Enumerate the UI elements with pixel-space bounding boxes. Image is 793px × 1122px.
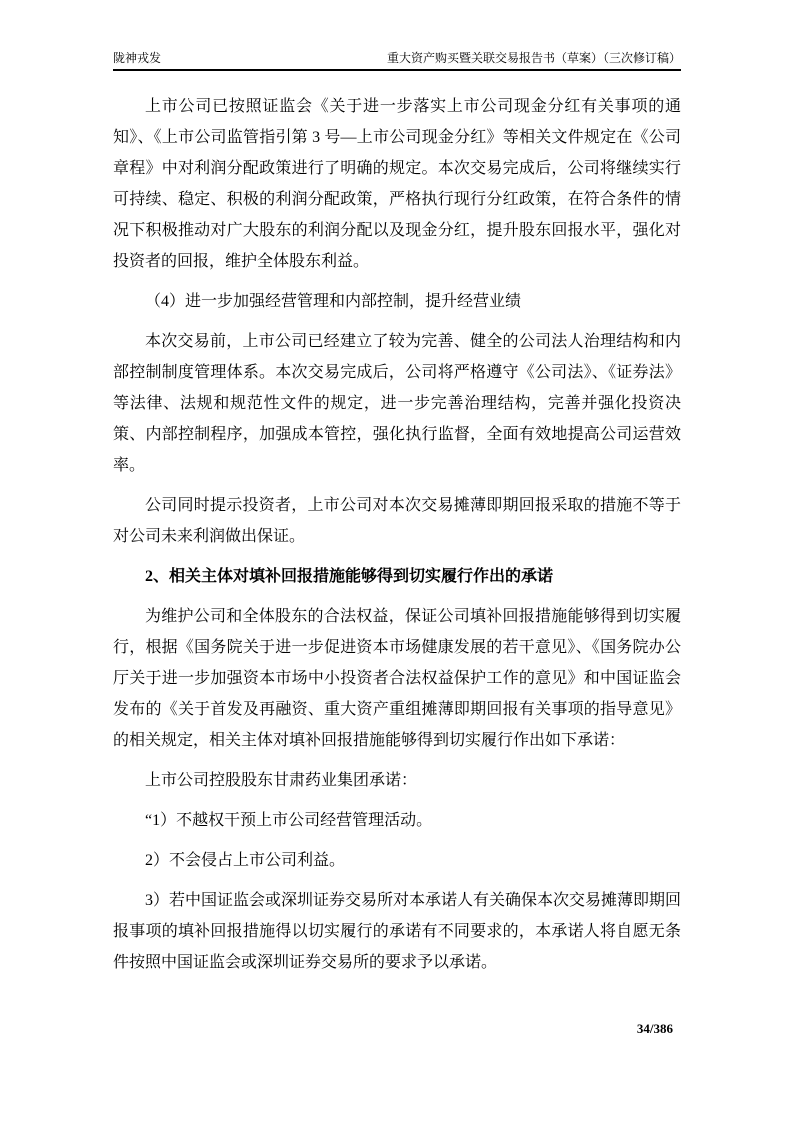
paragraph-cash-dividend: 上市公司已按照证监会《关于进一步落实上市公司现金分红有关事项的通知》、《上市公司监管指引第 3 号—上市公司现金分红》等相关文件规定在《公司章程》中对利润分配政策进行了明确的规定。本次交易完成后，公司将继续实行可持续、稳定、积极的利润分配政策，严格执行现行分红政策，在符合条件的情况下积极推动对广大股东的利润分配以及现金分红，提升股东回报水平，强化对投资者的回报，维护全体股东利益。 bbox=[113, 98, 681, 270]
commitment-item-1: “1）不越权干预上市公司经营管理活动。 bbox=[145, 812, 433, 829]
page-header bbox=[113, 50, 681, 71]
page-number: 34/386 bbox=[636, 1021, 673, 1036]
header-right-title: 重大资产购买暨关联交易报告书（草案）（三次修订稿） bbox=[386, 51, 681, 65]
paragraph-governance: 本次交易前，上市公司已经建立了较为完善、健全的公司法人治理结构和内部控制制度管理体系。本次交易完成后，公司将严格遵守《公司法》、《证券法》等法律、法规和规范性文件的规定，进一步完善治理结构，完善并强化投资决策、内部控制程序，加强成本管控，强化执行监督，全面有效地提高公司运营效率。 bbox=[113, 333, 681, 474]
page-footer bbox=[113, 1021, 681, 1037]
paragraph-investor-notice: 公司同时提示投资者，上市公司对本次交易摊薄即期回报采取的措施不等于对公司未来利润做出保证。 bbox=[113, 497, 681, 545]
paragraph-commitment-basis: 为维护公司和全体股东的合法权益，保证公司填补回报措施能够得到切实履行，根据《国务院关于进一步促进资本市场健康发展的若干意见》、《国务院办公厅关于进一步加强资本市场中小投资者合法权益保护工作的意见》和中国证监会发布的《关于首发及再融资、重大资产重组摊薄即期回报有关事项的指导意见》的相关规定，相关主体对填补回报措施能够得到切实履行作出如下承诺： bbox=[113, 608, 681, 749]
document-body bbox=[113, 91, 681, 987]
heading-item4-management: （4）进一步加强经营管理和内部控制，提升经营业绩 bbox=[145, 293, 522, 310]
commitment-item-3: 3）若中国证监会或深圳证券交易所对本承诺人有关确保本次交易摊薄即期回报事项的填补回报措施得以切实履行的承诺有不同要求的，本承诺人将自愿无条件按照中国证监会或深圳证券交易所的要求予以承诺。 bbox=[113, 892, 682, 971]
header-left-title: 陇神戎发 bbox=[113, 51, 162, 65]
paragraph-controlling-shareholder: 上市公司控股股东甘肃药业集团承诺： bbox=[145, 772, 418, 789]
heading-section2-commitments: 2、相关主体对填补回报措施能够得到切实履行作出的承诺 bbox=[145, 568, 554, 585]
commitment-item-2: 2）不会侵占上市公司利益。 bbox=[145, 852, 346, 869]
